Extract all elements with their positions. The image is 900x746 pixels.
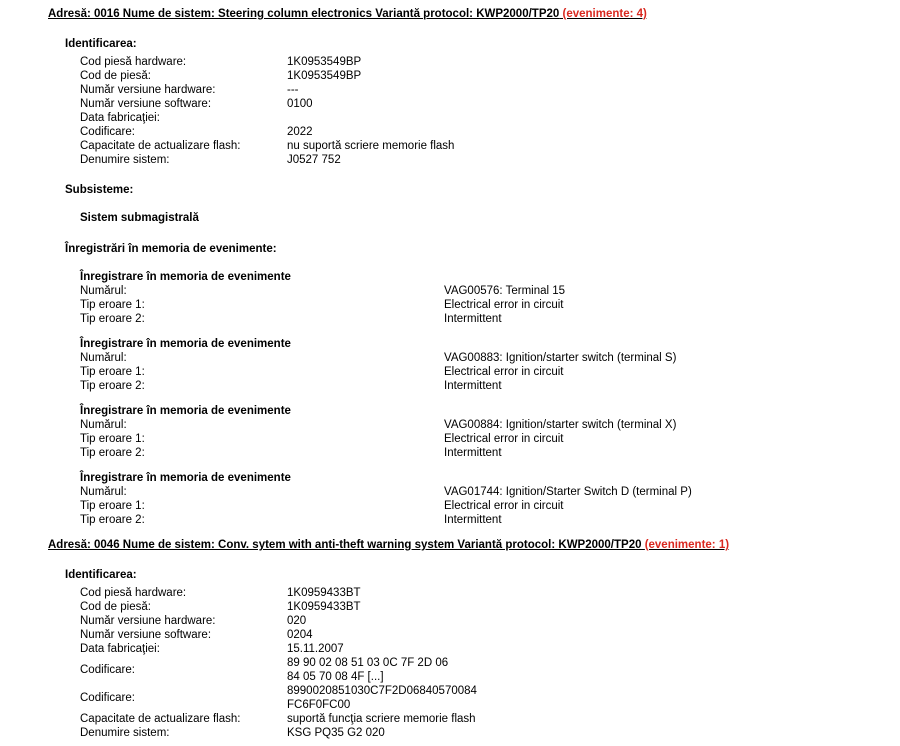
ident-value: 2022 [287,126,313,138]
error-type-1-label: Tip eroare 1: [80,433,145,445]
section-header-text: Adresă: 0046 Nume de sistem: Conv. sytem with anti-theft warning system Variantă protocol: KWP2000/TP20 [48,539,642,551]
ident-value: --- [287,84,299,96]
ident-label: Cod de piesă: [80,70,151,82]
subsystems-title: Subsisteme: [65,184,134,196]
ident-value: 1K0953549BP [287,70,362,82]
section-header-text: Adresă: 0016 Nume de sistem: Steering column electronics Variantă protocol: KWP2000/TP20 [48,8,560,20]
error-type-1-label: Tip eroare 1: [80,299,145,311]
error-type-2-value: Intermittent [444,447,502,459]
ident-label: Cod piesă hardware: [80,56,187,68]
ident-value: 1K0953549BP [287,56,362,68]
error-type-2-label: Tip eroare 2: [80,514,145,526]
coding-value-line2: 84 05 70 08 4F [...] [287,671,384,683]
coding-label: Codificare: [80,692,135,704]
identification-title: Identificarea: [65,38,137,50]
event-number-value: VAG01744: Ignition/Starter Switch D (terminal P) [444,486,692,498]
events-count: (evenimente: 4) [562,8,647,20]
ident-label: Cod de piesă: [80,601,151,613]
ident-label: Data fabricaţiei: [80,643,160,655]
error-type-1-label: Tip eroare 1: [80,500,145,512]
event-number-value: VAG00884: Ignition/starter switch (terminal X) [444,419,677,431]
ident-label: Denumire sistem: [80,727,170,739]
ident-label: Număr versiune software: [80,98,212,110]
error-type-2-value: Intermittent [444,514,502,526]
ident-value: KSG PQ35 G2 020 [287,727,385,739]
ident-value: 0204 [287,629,313,641]
coding-label: Codificare: [80,664,135,676]
ident-label: Număr versiune hardware: [80,84,216,96]
error-type-1-value: Electrical error in circuit [444,299,564,311]
error-type-1-value: Electrical error in circuit [444,500,564,512]
ident-value: J0527 752 [287,154,341,166]
event-record-title: Înregistrare în memoria de evenimente [80,338,291,350]
ident-value: 1K0959433BT [287,601,361,613]
events-count: (evenimente: 1) [644,539,730,551]
subsystem-name: Sistem submagistrală [80,212,199,224]
ident-value: 020 [287,615,307,627]
coding-value-line1: 8990020851030C7F2D06840570084 [287,685,477,697]
ident-label: Număr versiune software: [80,629,212,641]
event-number-label: Numărul: [80,419,127,431]
coding-value-line2: FC6F0FC00 [287,699,351,711]
event-record-title: Înregistrare în memoria de evenimente [80,472,291,484]
event-record-title: Înregistrare în memoria de evenimente [80,405,291,417]
ident-label: Capacitate de actualizare flash: [80,140,241,152]
event-number-label: Numărul: [80,285,127,297]
event-record-title: Înregistrare în memoria de evenimente [80,271,291,283]
ident-label: Cod piesă hardware: [80,587,187,599]
ident-label: Data fabricaţiei: [80,112,160,124]
ident-label: Codificare: [80,126,135,138]
coding-value-line1: 89 90 02 08 51 03 0C 7F 2D 06 [287,657,449,669]
error-type-2-label: Tip eroare 2: [80,380,145,392]
error-type-2-label: Tip eroare 2: [80,447,145,459]
section-header-0046 [48,539,729,551]
event-number-value: VAG00883: Ignition/starter switch (terminal S) [444,352,677,364]
event-number-label: Numărul: [80,486,127,498]
error-type-2-label: Tip eroare 2: [80,313,145,325]
ident-label: Capacitate de actualizare flash: [80,713,241,725]
error-type-2-value: Intermittent [444,380,502,392]
ident-value: 15.11.2007 [287,643,344,655]
ident-label: Denumire sistem: [80,154,170,166]
ident-value: nu suportă scriere memorie flash [287,140,455,152]
error-type-2-value: Intermittent [444,313,502,325]
ident-value: 0100 [287,98,313,110]
event-number-label: Numărul: [80,352,127,364]
ident-label: Număr versiune hardware: [80,615,216,627]
identification-title: Identificarea: [65,569,137,581]
section-header-0016 [48,8,647,20]
error-type-1-label: Tip eroare 1: [80,366,145,378]
ident-value: 1K0959433BT [287,587,361,599]
event-records-title: Înregistrări în memoria de evenimente: [65,243,277,255]
ident-value: suportă funcţia scriere memorie flash [287,713,476,725]
error-type-1-value: Electrical error in circuit [444,433,564,445]
event-number-value: VAG00576: Terminal 15 [444,285,566,297]
error-type-1-value: Electrical error in circuit [444,366,564,378]
